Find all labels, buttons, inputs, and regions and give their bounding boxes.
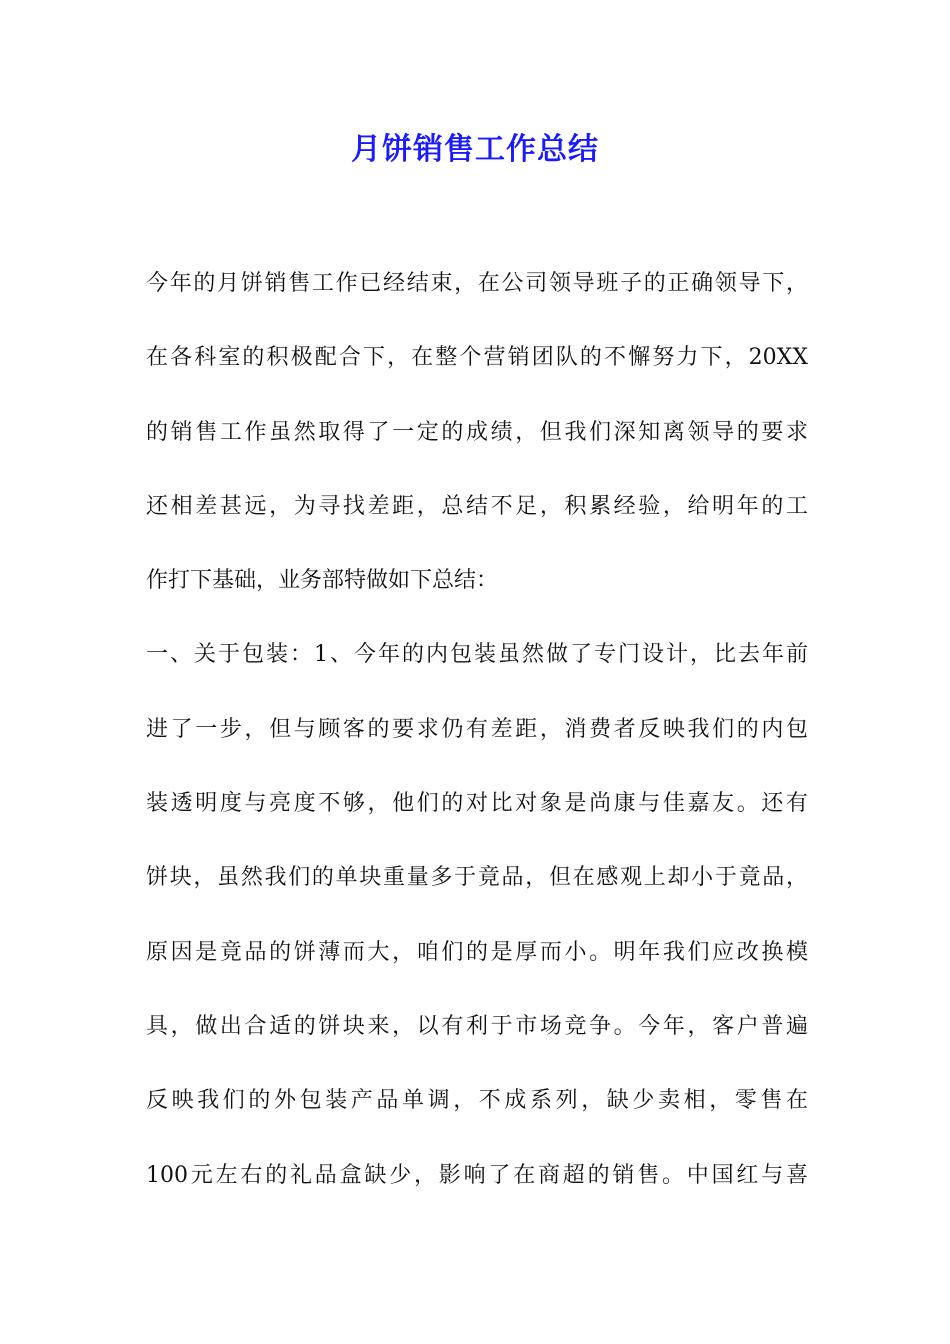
paragraph-line: 在各科室的积极配合下，在整个营销团队的不懈努力下，20XX xyxy=(146,345,808,371)
paragraph-line: 今年的月饼销售工作已经结束，在公司领导班子的正确领导下， xyxy=(146,271,808,296)
paragraph-line: 进了一步，但与顾客的要求仍有差距，消费者反映我们的内包 xyxy=(146,716,808,742)
paragraph-line: 的销售工作虽然取得了一定的成绩，但我们深知离领导的要求 xyxy=(146,419,808,445)
paragraph-line: 装透明度与亮度不够，他们的对比对象是尚康与佳嘉友。还有 xyxy=(146,791,808,817)
paragraph-line: 一、关于包装：1、今年的内包装虽然做了专门设计，比去年前 xyxy=(146,642,808,668)
paragraph-line: 具，做出合适的饼块来，以有利于市场竞争。今年，客户普遍 xyxy=(146,1013,808,1039)
paragraph-line: 反映我们的外包装产品单调，不成系列，缺少卖相，零售在 xyxy=(146,1088,808,1114)
paragraph-line: 作打下基础，业务部特做如下总结： xyxy=(146,568,499,594)
document-title: 月饼销售工作总结 xyxy=(351,132,599,167)
paragraph-line: 还相差甚远，为寻找差距，总结不足，积累经验，给明年的工 xyxy=(146,493,808,519)
paragraph-line: 原因是竟品的饼薄而大，咱们的是厚而小。明年我们应改换模 xyxy=(146,939,808,965)
document-body xyxy=(146,262,808,1228)
paragraph-line: 饼块，虽然我们的单块重量多于竟品，但在感观上却小于竟品， xyxy=(146,865,808,891)
paragraph-line: 100元左右的礼品盒缺少，影响了在商超的销售。中国红与喜 xyxy=(146,1162,808,1188)
